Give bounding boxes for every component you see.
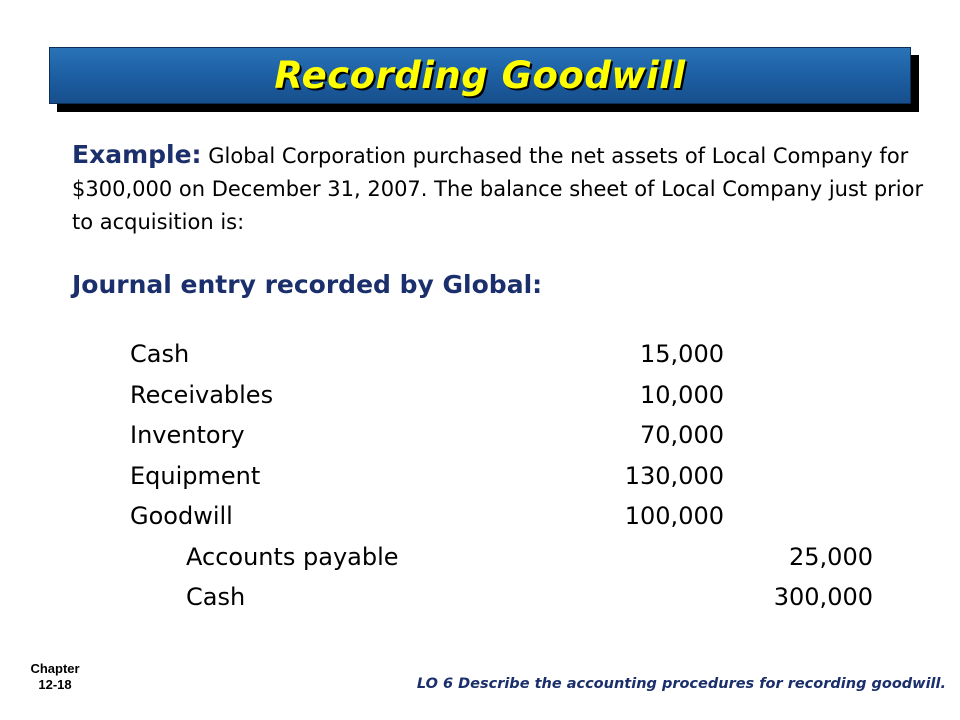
chapter-label	[24, 661, 86, 693]
chapter-word: Chapter	[30, 661, 80, 676]
account-name: Cash	[186, 583, 246, 611]
example-paragraph	[72, 138, 932, 239]
debit-amount: 70,000	[640, 421, 724, 449]
journal-line	[0, 415, 960, 456]
journal-line	[0, 375, 960, 416]
debit-amount: 100,000	[624, 502, 724, 530]
journal-heading: Journal entry recorded by Global:	[72, 270, 543, 299]
account-name: Cash	[130, 340, 190, 368]
account-name: Accounts payable	[186, 542, 399, 571]
journal-line	[0, 496, 960, 537]
debit-amount: 10,000	[640, 380, 724, 409]
journal-entry-table	[0, 334, 960, 618]
debit-amount: 15,000	[640, 340, 724, 368]
account-name: Equipment	[130, 461, 261, 490]
credit-amount: 300,000	[773, 583, 873, 611]
journal-line	[0, 537, 960, 578]
example-text: Global Corporation purchased the net assets of Local Company for $300,000 on December 31, 2007. The balance sheet of Local Company just prior to acquisition is:	[72, 144, 924, 234]
journal-line	[0, 577, 960, 618]
journal-line	[0, 334, 960, 375]
account-name: Goodwill	[130, 502, 233, 530]
learning-objective: LO 6 Describe the accounting procedures for recording goodwill.	[416, 676, 946, 692]
debit-amount: 130,000	[624, 461, 724, 490]
credit-amount: 25,000	[789, 542, 873, 571]
slide-title: Recording Goodwill	[274, 54, 686, 97]
chapter-number: 12-18	[38, 677, 72, 692]
journal-line	[0, 456, 960, 497]
account-name: Receivables	[130, 380, 274, 409]
example-label: Example:	[72, 140, 202, 169]
account-name: Inventory	[130, 421, 245, 449]
